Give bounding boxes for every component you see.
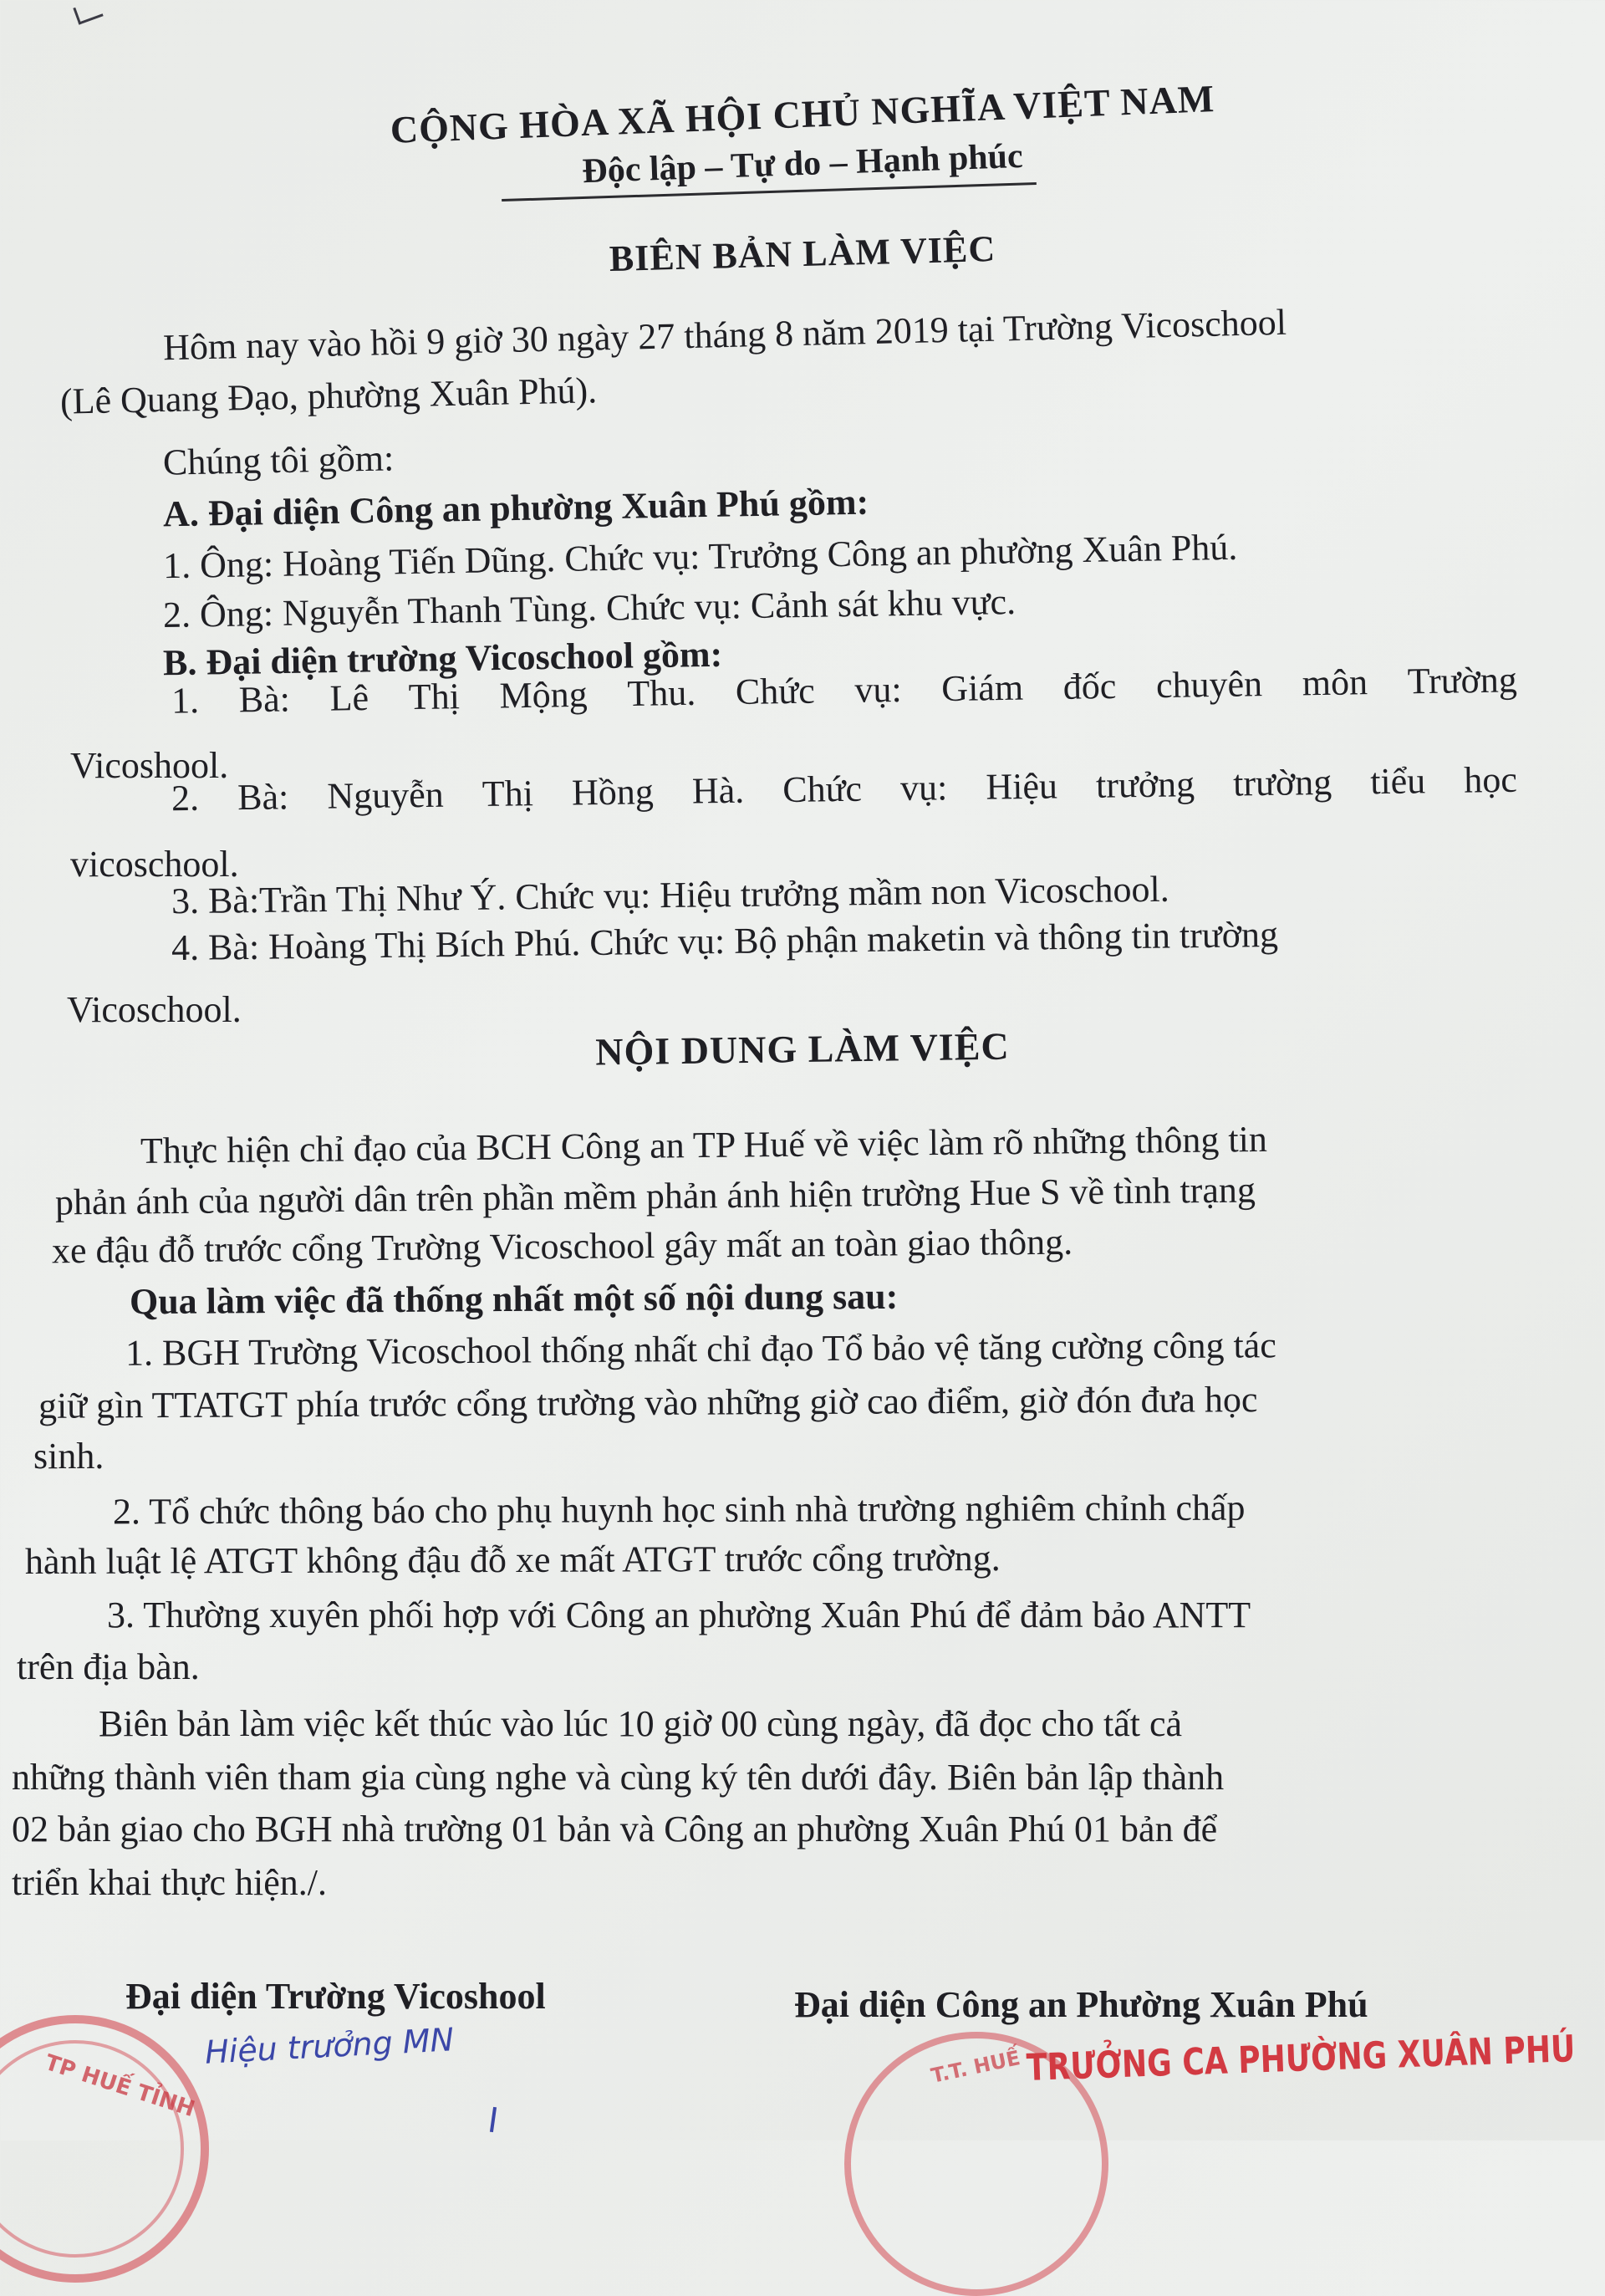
left-stamp-text: TP HUẾ TỈNH [41,2049,198,2123]
content-heading: NỘI DUNG LÀM VIỆC [594,1024,1011,1074]
stamp-title: TRƯỞNG CA PHƯỜNG XUÂN PHÚ [1026,2028,1577,2089]
section-b-item-2 [171,758,1518,821]
point-2-line-1: 2. Tổ chức thông báo cho phụ huynh học sinh nhà trường nghiêm chỉnh chấp [112,1487,1246,1533]
section-b-item-4: 4. Bà: Hoàng Thị Bích Phú. Chức vụ: Bộ phận maketin và thông tin trường [171,913,1279,969]
agreed-heading: Qua làm việc đã thống nhất một số nội dung sau: [129,1275,899,1323]
justified-word: Nguyễn [327,773,445,817]
right-stamp-text: T.T. HUẾ [929,2046,1022,2088]
closing-line-3: 02 bản giao cho BGH nhà trường 01 bản và Công an phường Xuân Phú 01 bản để [12,1809,1218,1850]
closing-line-2: những thành viên tham gia cùng nghe và cùng ký tên dưới đây. Biên bản lập thành [12,1757,1225,1798]
document-title: BIÊN BẢN LÀM VIỆC [609,227,996,280]
closing-line-4: triển khai thực hiện./. [12,1862,327,1903]
intro-line-3: Chúng tôi gồm: [162,437,395,483]
section-b-item-1-cont: Vicoshool. [70,745,229,786]
justified-word: học [1463,758,1518,801]
justified-word: Thu. [626,671,696,715]
justified-word: Bà: [238,678,291,721]
justified-word: Hồng [571,771,655,814]
content-p1-line-3: xe đậu đỗ trước cổng Trường Vicoschool gây mất an toàn giao thông. [51,1221,1073,1272]
content-p1-line-2: phản ánh của người dân trên phần mềm phản ánh hiện trường Hue S về tình trạng [54,1169,1256,1223]
justified-word: Thị [408,676,461,718]
justified-word: Chức [782,768,863,811]
handwritten-position: Hiệu trưởng MN [204,2021,455,2071]
justified-word: Lê [329,676,369,719]
national-motto: Độc lập – Tự do – Hạnh phúc [581,136,1024,191]
intro-line-1: Hôm nay vào hồi 9 giờ 30 ngày 27 tháng 8 năm 2019 tại Trường Vicoschool [162,301,1287,369]
point-1-line-2: giữ gìn TTATGT phía trước cổng trường vào những giờ cao điểm, giờ đón đưa học [38,1379,1258,1426]
left-official-stamp [0,2015,209,2283]
section-b-item-4-cont: Vicoschool. [67,989,242,1030]
signature-left-title: Đại diện Trường Vicoshool [125,1976,546,2017]
section-b-item-3: 3. Bà:Trần Thị Như Ý. Chức vụ: Hiệu trưởng mầm non Vicoschool. [171,868,1169,922]
intro-line-2: (Lê Quang Đạo, phường Xuân Phú). [59,370,598,422]
point-3-line-2: trên địa bàn. [17,1646,200,1687]
justified-word: 2. [171,777,200,819]
justified-word: vụ: [899,767,948,809]
justified-word: Hà. [691,769,745,812]
national-title: CỘNG HÒA XÃ HỘI CHỦ NGHĨA VIỆT NAM [389,77,1216,151]
justified-word: Chức [735,670,816,713]
justified-word: Hiệu [986,765,1058,808]
justified-word: trưởng [1095,763,1195,806]
closing-line-1: Biên bản làm việc kết thúc vào lúc 10 giờ 00 cùng ngày, đã đọc cho tất cả [99,1703,1183,1744]
justified-word: Giám [940,666,1024,710]
justified-word: 1. [171,680,200,722]
justified-word: trường [1232,761,1332,804]
signature-right-title: Đại diện Công an Phường Xuân Phú [794,1984,1368,2025]
point-1-line-1: 1. BGH Trường Vicoschool thống nhất chỉ đạo Tổ bảo vệ tăng cường công tác [125,1324,1276,1374]
section-a-item-1: 1. Ông: Hoàng Tiến Dũng. Chức vụ: Trưởng Công an phường Xuân Phú. [162,526,1238,587]
section-b-heading: B. Đại diện trường Vicoschool gồm: [162,633,723,684]
section-a-item-2: 2. Ông: Nguyễn Thanh Tùng. Chức vụ: Cảnh sát khu vực. [162,580,1016,636]
justified-word: Mộng [499,673,588,717]
justified-word: Bà: [237,776,289,819]
corner-scrawl [73,0,103,25]
section-b-item-2-cont: vicoschool. [70,844,239,885]
point-1-line-3: sinh. [33,1436,104,1477]
section-a-heading: A. Đại diện Công an phường Xuân Phú gồm: [162,481,869,535]
justified-word: Thị [482,773,534,815]
justified-word: Trường [1407,659,1518,702]
pen-stroke [490,2107,497,2132]
justified-word: đốc [1062,665,1117,707]
content-p1-line-1: Thực hiện chỉ đạo của BCH Công an TP Huế về việc làm rõ những thông tin [140,1118,1268,1172]
justified-word: môn [1302,661,1368,704]
justified-word: tiểu [1369,760,1426,803]
point-3-line-1: 3. Thường xuyên phối hợp với Công an phường Xuân Phú để đảm bảo ANTT [107,1594,1251,1635]
justified-word: chuyên [1155,663,1263,707]
point-2-line-2: hành luật lệ ATGT không đậu đỗ xe mất ATGT trước cổng trường. [24,1537,1001,1583]
justified-word: vụ: [854,668,903,711]
